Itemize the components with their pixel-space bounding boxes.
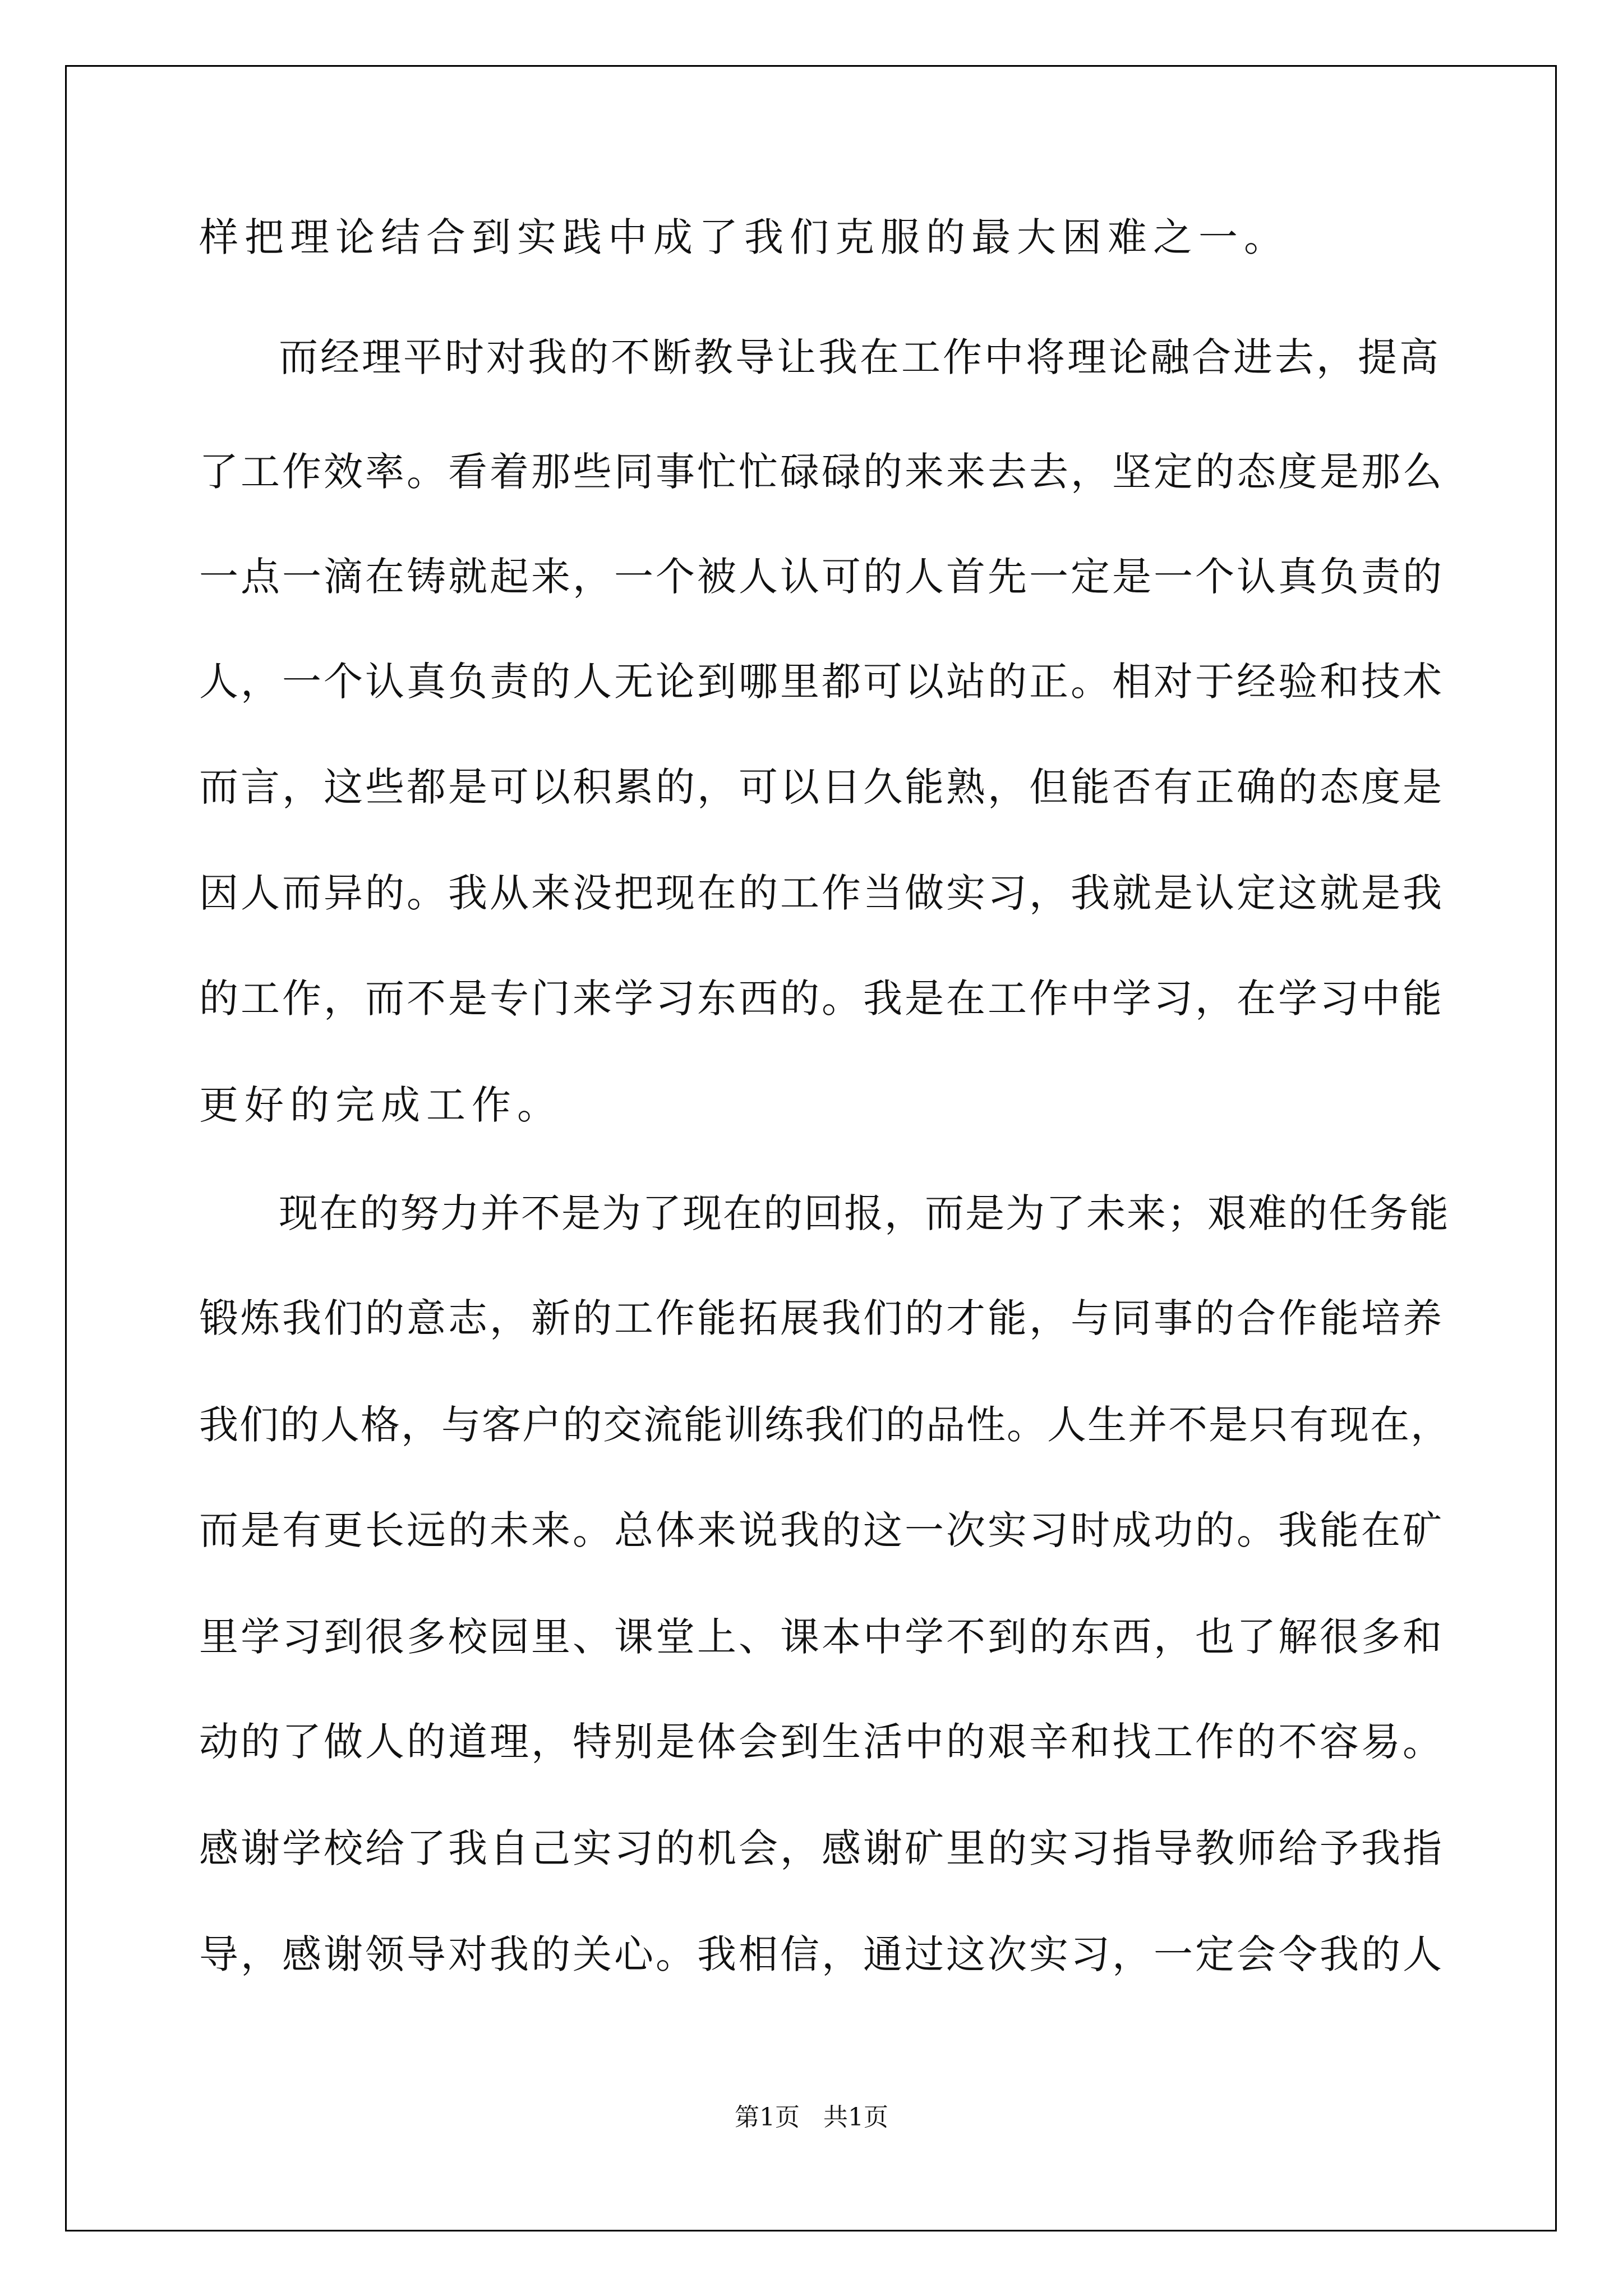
text-line: 感谢学校给了我自己实习的机会，感谢矿里的实习指导教师给予我指: [199, 1825, 1444, 1871]
text-line: 一点一滴在铸就起来，一个被人认可的人首先一定是一个认真负责的: [199, 554, 1444, 600]
text-line: 导，感谢领导对我的关心。我相信，通过这次实习，一定会令我的人: [199, 1931, 1444, 1977]
text-line: 的工作，而不是专门来学习东西的。我是在工作中学习，在学习中能: [199, 976, 1444, 1022]
text-line: 动的了做人的道理，特别是体会到生活中的艰辛和找工作的不容易。: [199, 1719, 1444, 1765]
text-line: 而是有更长远的未来。总体来说我的这一次实习时成功的。我能在矿: [199, 1507, 1444, 1553]
text-line: 样把理论结合到实践中成了我们克服的最大困难之一。: [199, 214, 1289, 260]
text-line: 了工作效率。看着那些同事忙忙碌碌的来来去去，坚定的态度是那么: [199, 449, 1444, 495]
paragraph-start-line: 现在的努力并不是为了现在的回报，而是为了未来；艰难的任务能: [279, 1190, 1450, 1236]
text-line: 更好的完成工作。: [199, 1082, 562, 1128]
page-border: [65, 65, 1557, 2231]
text-line: 因人而异的。我从来没把现在的工作当做实习，我就是认定这就是我: [199, 870, 1444, 916]
text-line: 而言，这些都是可以积累的，可以日久能熟，但能否有正确的态度是: [199, 764, 1444, 810]
text-line: 人，一个认真负责的人无论到哪里都可以站的正。相对于经验和技术: [199, 659, 1444, 705]
page-footer: 第1页 共1页: [735, 2103, 888, 2132]
text-line: 我们的人格，与客户的交流能训练我们的品性。人生并不是只有现在，: [199, 1402, 1451, 1448]
text-line: 锻炼我们的意志，新的工作能拓展我们的才能，与同事的合作能培养: [199, 1295, 1444, 1341]
paragraph-start-line: 而经理平时对我的不断教导让我在工作中将理论融合进去，提高: [279, 334, 1441, 380]
text-line: 里学习到很多校园里、课堂上、课本中学不到的东西，也了解很多和: [199, 1614, 1444, 1660]
